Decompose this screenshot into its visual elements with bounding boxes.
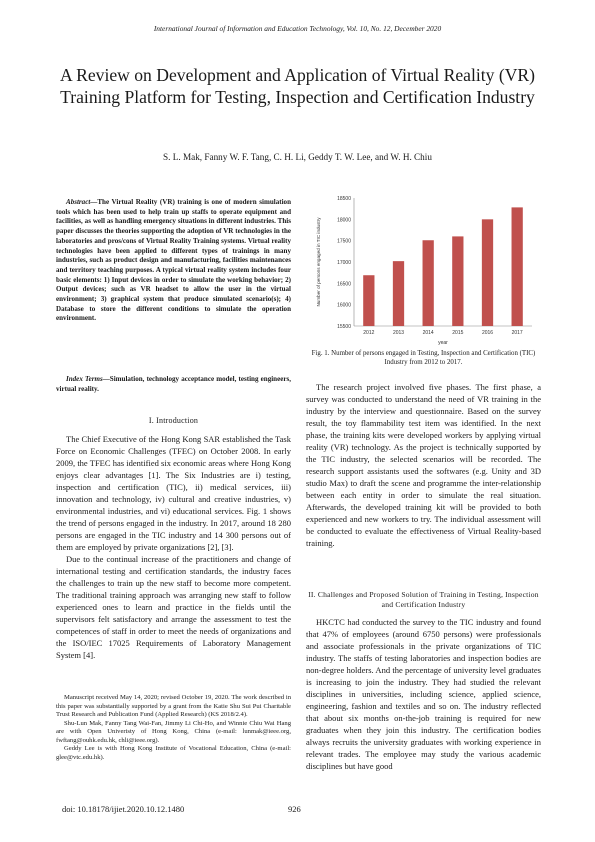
x-tick-label: 2016	[481, 330, 494, 336]
abstract	[56, 198, 291, 324]
research-paragraph: The research project involved five phases. The first phase, a survey was conducted to understand the need of VR training in the industry by the interview and questionnaire. Based on the survey result, the toy flammability test item was identified. In the next phase, the training kits were developed workers by applying virtual reality (VR) technology. As the project is technically supported by the TIC industry, the selected scenarios will be recorded. The research support assistants used the softwares (e.g. Unity and 3D studio Max) to draft the scene and programme the inter-relationship between each entity in order to simulate the real situation. Afterwards, the developed training kit will be provided to both experienced and new workers to try. The individual assessment will be conducted to evaluate the effectiveness of Virtual Reality-based training.	[306, 382, 541, 548]
y-tick-label: 16000	[337, 302, 351, 309]
footnote: Geddy Lee is with Hong Kong Institute of Vocational Education, China (e-mail: glee@vtc.edu.hk).	[56, 745, 291, 761]
paper-title: A Review on Development and Application of Virtual Reality (VR) Training Platform for Testing, Inspection and Certification Industry	[59, 65, 536, 107]
y-tick-label: 17500	[337, 238, 351, 245]
index-terms-label: Index Terms	[66, 375, 103, 383]
paragraph: Due to the continual increase of the practitioners and change of international testing and certification standards, the industry faces the challenges to train up the new staff to become more competent. The traditional training approach was arranging new staff to follow experienced ones to learn and practice in the fields until the supervisors felt satisfactory and arrange the assessment to test the competences of staff in order to meet the needs of organizations and the ISO/IEC 17025 Requirements of Laboratory Management System [4].	[56, 554, 291, 660]
abstract-label: Abstract	[66, 198, 91, 206]
x-tick-label: 2012	[363, 330, 375, 336]
challenges-paragraph: HKCTC had conducted the survey to the TIC industry and found that 47% of employees (around 6750 persons) were professionals and associate professionals in the private organizations of TIC industry. The staffs of testing laboratories and inspection bodies are non-degree holders. And the percentage of university level graduates is increasing to join the industry. They had studied the relevant disciplines in universities, including science, applied science, engineering, fashion and textiles and so on. The industry reflected that about six months on-the-job training is required for new graduates when they join this industry. The certification bodies always recruits the university graduates with working experience in relevant trades. The employee may study the various academic disciplines but have good	[306, 617, 541, 771]
paragraph: The Chief Executive of the Hong Kong SAR established the Task Force on Economic Challenges (TFEC) on October 2008. In early 2009, the TFEC has identified six economic areas where Hong Kong enjoys clear advantages [1]. The Six Industries are i) testing, inspection and certification (TIC), ii) medical services, iii) innovation and technology, iv) cultural and creative industries, v) environmental industries, and vi) educational services. Fig. 1 shows the trend of persons engaged in the industry. In 2017, around 18 280 persons are engaged in the TIC industry and 14 300 persons out of them are employed by private organizations [2], [3].	[56, 434, 291, 552]
footnotes	[56, 694, 291, 762]
index-terms-text: —Simulation, technology acceptance model, testing engineers, virtual reality.	[56, 375, 291, 393]
page-number: 926	[288, 804, 301, 814]
x-tick-label: 2017	[511, 330, 523, 336]
index-terms	[56, 375, 291, 394]
x-tick-label: 2013	[392, 330, 405, 336]
doi: doi: 10.18178/ijiet.2020.10.12.1480	[62, 804, 185, 814]
y-tick-label: 15500	[337, 324, 351, 330]
y-tick-label: 18500	[337, 196, 351, 202]
bar-chart	[312, 192, 538, 346]
section-heading-introduction: I. Introduction	[148, 416, 199, 425]
abstract-text: —The Virtual Reality (VR) training is one of modern simulation tools which has been used to help train up staffs to operate equipment and facilities, as well as handling emergency situations in different industries. This paper discusses the theories supporting the adoption of VR technologies in the laboratories and pros/cons of Virtual Reality Training systems. Virtual reality technologies have been applied to different types of trainings in many industries, such as product design and manufacturing, facilities maintenances and territory teaching purposes. A typical virtual reality system includes four basic elements: 1) Input devices in order to simulate the working behavior; 2) Output devices; such as VR headset to allow the user in the virtual environment; 3) graphical system that produce simulated scenario(s); 4) Database to store the different conditions to simulate the operation environment.	[56, 198, 291, 323]
y-tick-label: 16500	[337, 281, 351, 288]
section-heading-challenges: II. Challenges and Proposed Solution of Training in Testing, Inspection and Certification Industry	[308, 590, 539, 609]
bar	[482, 219, 493, 326]
x-tick-label: 2014	[422, 330, 434, 336]
introduction-body	[56, 433, 291, 661]
x-tick-label: 2015	[452, 330, 464, 336]
y-tick-label: 18000	[337, 217, 351, 224]
bar	[452, 236, 463, 326]
x-axis-label: year	[438, 340, 448, 346]
footnote: Manuscript received May 14, 2020; revised October 19, 2020. The work described in this paper was substantially supported by a grant from the Katie Shu Sui Pui Charitable Trust Research and Publication Fund (Applied Research) (KS 2018/2.4).	[56, 694, 291, 718]
journal-header: International Journal of Information and Education Technology, Vol. 10, No. 12, December 2020	[153, 24, 442, 33]
bar	[512, 207, 523, 326]
footnote: Shu-Lun Mak, Fanny Tang Wai-Fan, Jimmy Li Chi-Ho, and Winnie Chiu Wai Hang are with Open Univeristy of Hong Kong, China (e-mail: lunmak@ieee.org, fwftang@ouhk.edu.hk, chli@ieee.org).	[56, 719, 291, 744]
figure-caption: Fig. 1. Number of persons engaged in Testing, Inspection and Certification (TIC) Industry from 2012 to 2017.	[311, 350, 536, 366]
y-tick-label: 17000	[337, 260, 351, 266]
bar	[423, 240, 434, 326]
bar	[363, 275, 374, 326]
figure-1-chart	[312, 192, 538, 346]
author-list: S. L. Mak, Fanny W. F. Tang, C. H. Li, Geddy T. W. Lee, and W. H. Chiu	[163, 152, 432, 162]
y-axis-label: Number of persons engaged in TIC industry	[316, 217, 321, 307]
bar	[393, 261, 404, 326]
